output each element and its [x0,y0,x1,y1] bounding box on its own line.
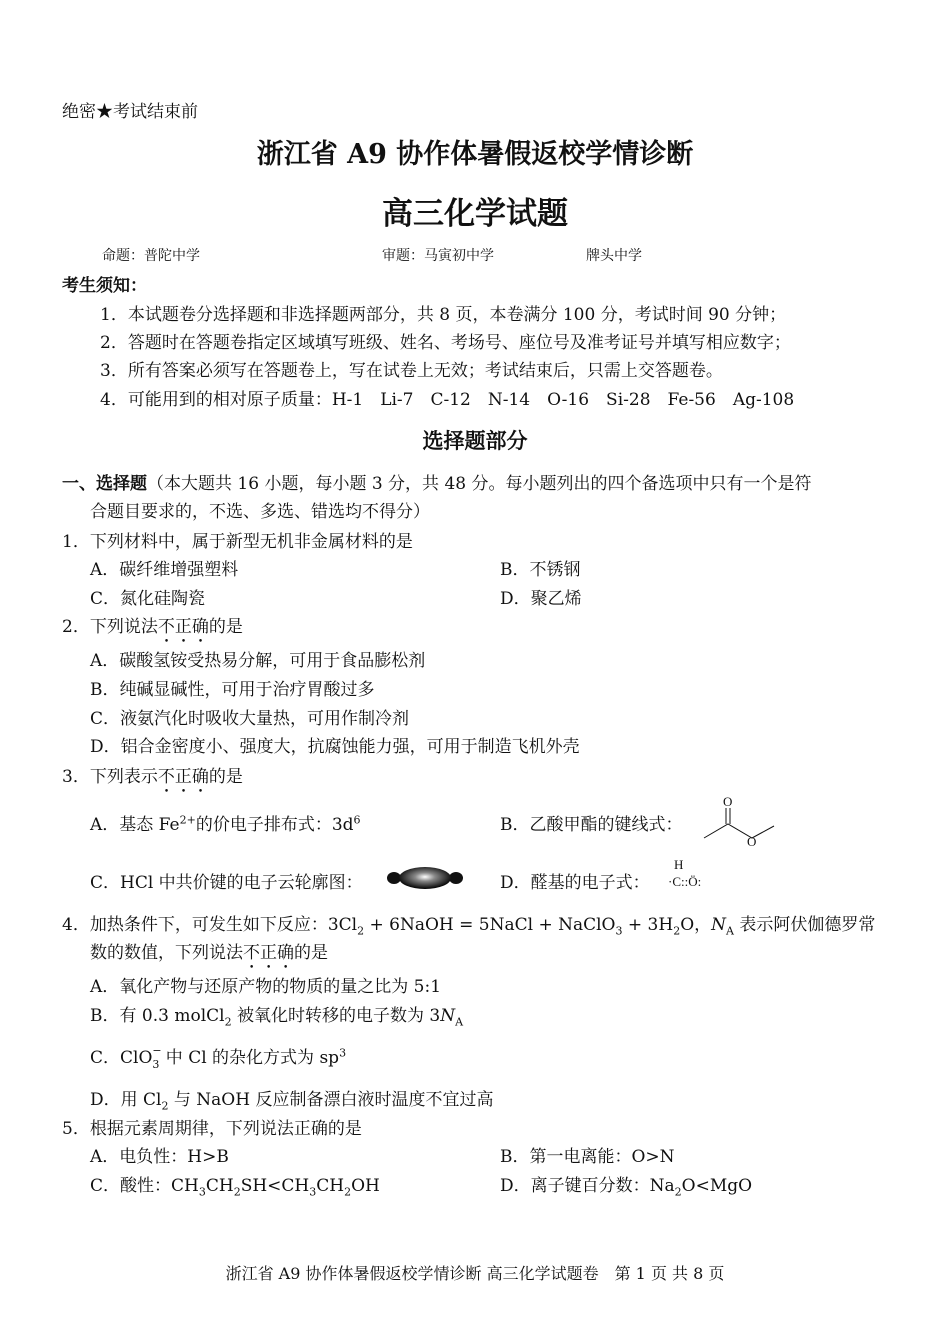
q4-c-text: C．ClO [90,1048,153,1068]
q2-stem-pre: 2．下列说法 [62,617,158,637]
part-description: （本大题共 16 小题，每小题 3 分，共 48 分。每小题列出的四个备选项中只有一个是符 [147,474,812,494]
aldehyde-c: ·C [668,874,681,889]
q3-a-exponent: 6 [353,813,361,827]
q3-a-charge: 2+ [179,813,196,827]
notice-heading: 考生须知： [62,276,147,296]
q5-option-b: B．第一电离能：O>N [500,1147,675,1167]
q4-stem-post: 表示阿伏伽德罗常 [733,915,876,935]
q4-stem-emphasis: 不正确 [243,943,294,963]
q2-option-a: A．碳酸氢铵受热易分解，可用于食品膨松剂 [90,651,426,671]
q5-c-s3: 3 [309,1185,317,1199]
q4-eq-sub-2: 3 [615,924,623,938]
q2-stem [62,612,243,647]
q4-c-exponent: 3 [339,1046,347,1060]
q4-eq-1: 4．加热条件下，可发生如下反应：3Cl [62,915,358,935]
q5-c-2: CH [205,1176,234,1196]
notice-item-3: 3．所有答案必须写在答题卷上，写在试卷上无效；考试结束后，只需上交答题卷。 [100,361,723,381]
q3-option-b: B．乙酸甲酯的键线式： [500,815,683,835]
notice-item-1: 1．本试题卷分选择题和非选择题两部分，共 8 页，本卷满分 100 分，考试时间 90 分钟； [100,305,787,325]
q4-na-sub: A [726,924,734,938]
q4-option-b [90,1001,463,1028]
q4-option-a: A．氧化产物与还原产物的物质的量之比为 5:1 [90,977,442,997]
q4-option-c [90,1043,347,1071]
q3-option-a [90,810,361,835]
q4-eq-4: O， [680,915,712,935]
q3-stem-post: 的是 [208,767,243,787]
q3-stem-pre: 3．下列表示 [62,767,158,787]
q1-option-d: D．聚乙烯 [500,589,582,609]
q5-c-1: C．酸性：CH [90,1176,199,1196]
reviewer: 审题：马寅初中学 [382,248,494,264]
q5-c-s2: 2 [233,1185,241,1199]
q2-option-d: D．铝合金密度小、强度大，抗腐蚀能力强，可用于制造飞机外壳 [90,737,580,757]
q5-option-c [90,1171,380,1198]
q4-stem-line-2 [90,938,328,973]
q4-eq-sub-1: 2 [357,924,365,938]
q5-stem: 5．根据元素周期律，下列说法正确的是 [62,1119,362,1139]
aldehyde-o: ::Ö: [681,874,702,889]
q3-stem [62,762,243,797]
q3-option-c: C．HCl 中共价键的电子云轮廓图： [90,873,363,893]
q2-stem-emphasis: 不正确 [157,617,209,637]
ester-ether-oxygen: O [747,834,757,848]
notice-item-4: 4．可能用到的相对原子质量：H-1 Li-7 C-12 N-14 O-16 Si-28 Fe-56 Ag-108 [100,390,795,410]
section-title: 选择题部分 [422,428,528,453]
q4-stem-line-1 [62,910,875,937]
q3-a-text: A．基态 Fe [90,815,180,835]
q1-option-c: C．氮化硅陶瓷 [90,589,206,609]
q5-d-1: D．离子键百分数：Na [500,1176,675,1196]
hcl-electron-cloud-icon [385,865,465,891]
q3-option-d: D．醛基的电子式： [500,873,650,893]
q5-option-d [500,1171,752,1198]
q4-b-sub: 2 [224,1015,232,1029]
q4-na-symbol: N [711,915,726,935]
q5-c-s1: 3 [198,1185,206,1199]
q4-line2-post: 的是 [294,943,328,963]
q4-d-text: D．用 Cl [90,1090,162,1110]
aldehyde-c-o [668,874,701,890]
q5-c-s4: 2 [344,1185,352,1199]
q3-stem-emphasis: 不正确 [157,767,209,787]
q4-d-sub: 2 [161,1099,169,1113]
q4-eq-sub-3: 2 [673,924,681,938]
q4-c-text-2: 中 Cl 的杂化方式为 sp [160,1048,340,1068]
q4-b-na-sub: A [455,1015,464,1029]
page-footer: 浙江省 A9 协作体暑假返校学情诊断 高三化学试题卷 第 1 页 共 8 页 [225,1264,725,1283]
q1-option-a: A．碳纤维增强塑料 [90,560,239,580]
q2-option-b: B．纯碱显碱性，可用于治疗胃酸过多 [90,680,375,700]
q4-b-text: B．有 0.3 molCl [90,1006,225,1026]
subject-title: 高三化学试题 [382,196,568,232]
q5-d-s1: 2 [674,1185,682,1199]
q4-line2-pre: 数的数值，下列说法 [90,943,243,963]
reviewer-2: 牌头中学 [586,248,642,264]
aldehyde-h: H [674,857,684,872]
q5-c-5: OH [351,1176,380,1196]
q4-d-text-2: 与 NaOH 反应制备漂白液时温度不宜过高 [168,1090,494,1110]
ester-carbonyl-oxygen: O [723,794,733,809]
notice-item-2: 2．答题时在答题卷指定区域填写班级、姓名、考场号、座位号及准考证号并填写相应数字； [100,333,791,353]
q1-stem: 1．下列材料中，属于新型无机非金属材料的是 [62,532,413,552]
q4-b-na: N [440,1006,456,1026]
q5-c-3: SH<CH [240,1176,310,1196]
q5-c-4: CH [316,1176,345,1196]
part-description-2: 合题目要求的，不选、多选、错选均不得分） [90,502,430,522]
part-heading [62,469,812,494]
q4-c-charge: − [152,1044,162,1057]
q4-c-sub: 3 [152,1058,160,1071]
proposer: 命题：普陀中学 [102,248,200,264]
q1-option-b: B．不锈钢 [500,560,581,580]
confidential-mark: 绝密★考试结束前 [62,102,198,122]
methyl-acetate-skeletal-formula [700,794,782,848]
q2-stem-post: 的是 [208,617,243,637]
q4-eq-2: + 6NaOH = 5NaCl + NaClO [364,915,616,935]
q4-c-ion [152,1044,162,1071]
q4-b-text-2: 被氧化时转移的电子数为 3 [231,1006,441,1026]
q5-d-2: O<MgO [681,1176,753,1196]
q3-a-text-2: 的价电子排布式：3d [195,815,354,835]
part-label: 一、选择题 [62,474,147,494]
exam-title: 浙江省 A9 协作体暑假返校学情诊断 [256,139,694,170]
q4-option-d [90,1085,493,1112]
q5-option-a: A．电负性：H>B [90,1147,229,1167]
q4-eq-3: + 3H [622,915,674,935]
q2-option-c: C．液氨汽化时吸收大量热，可用作制冷剂 [90,709,410,729]
